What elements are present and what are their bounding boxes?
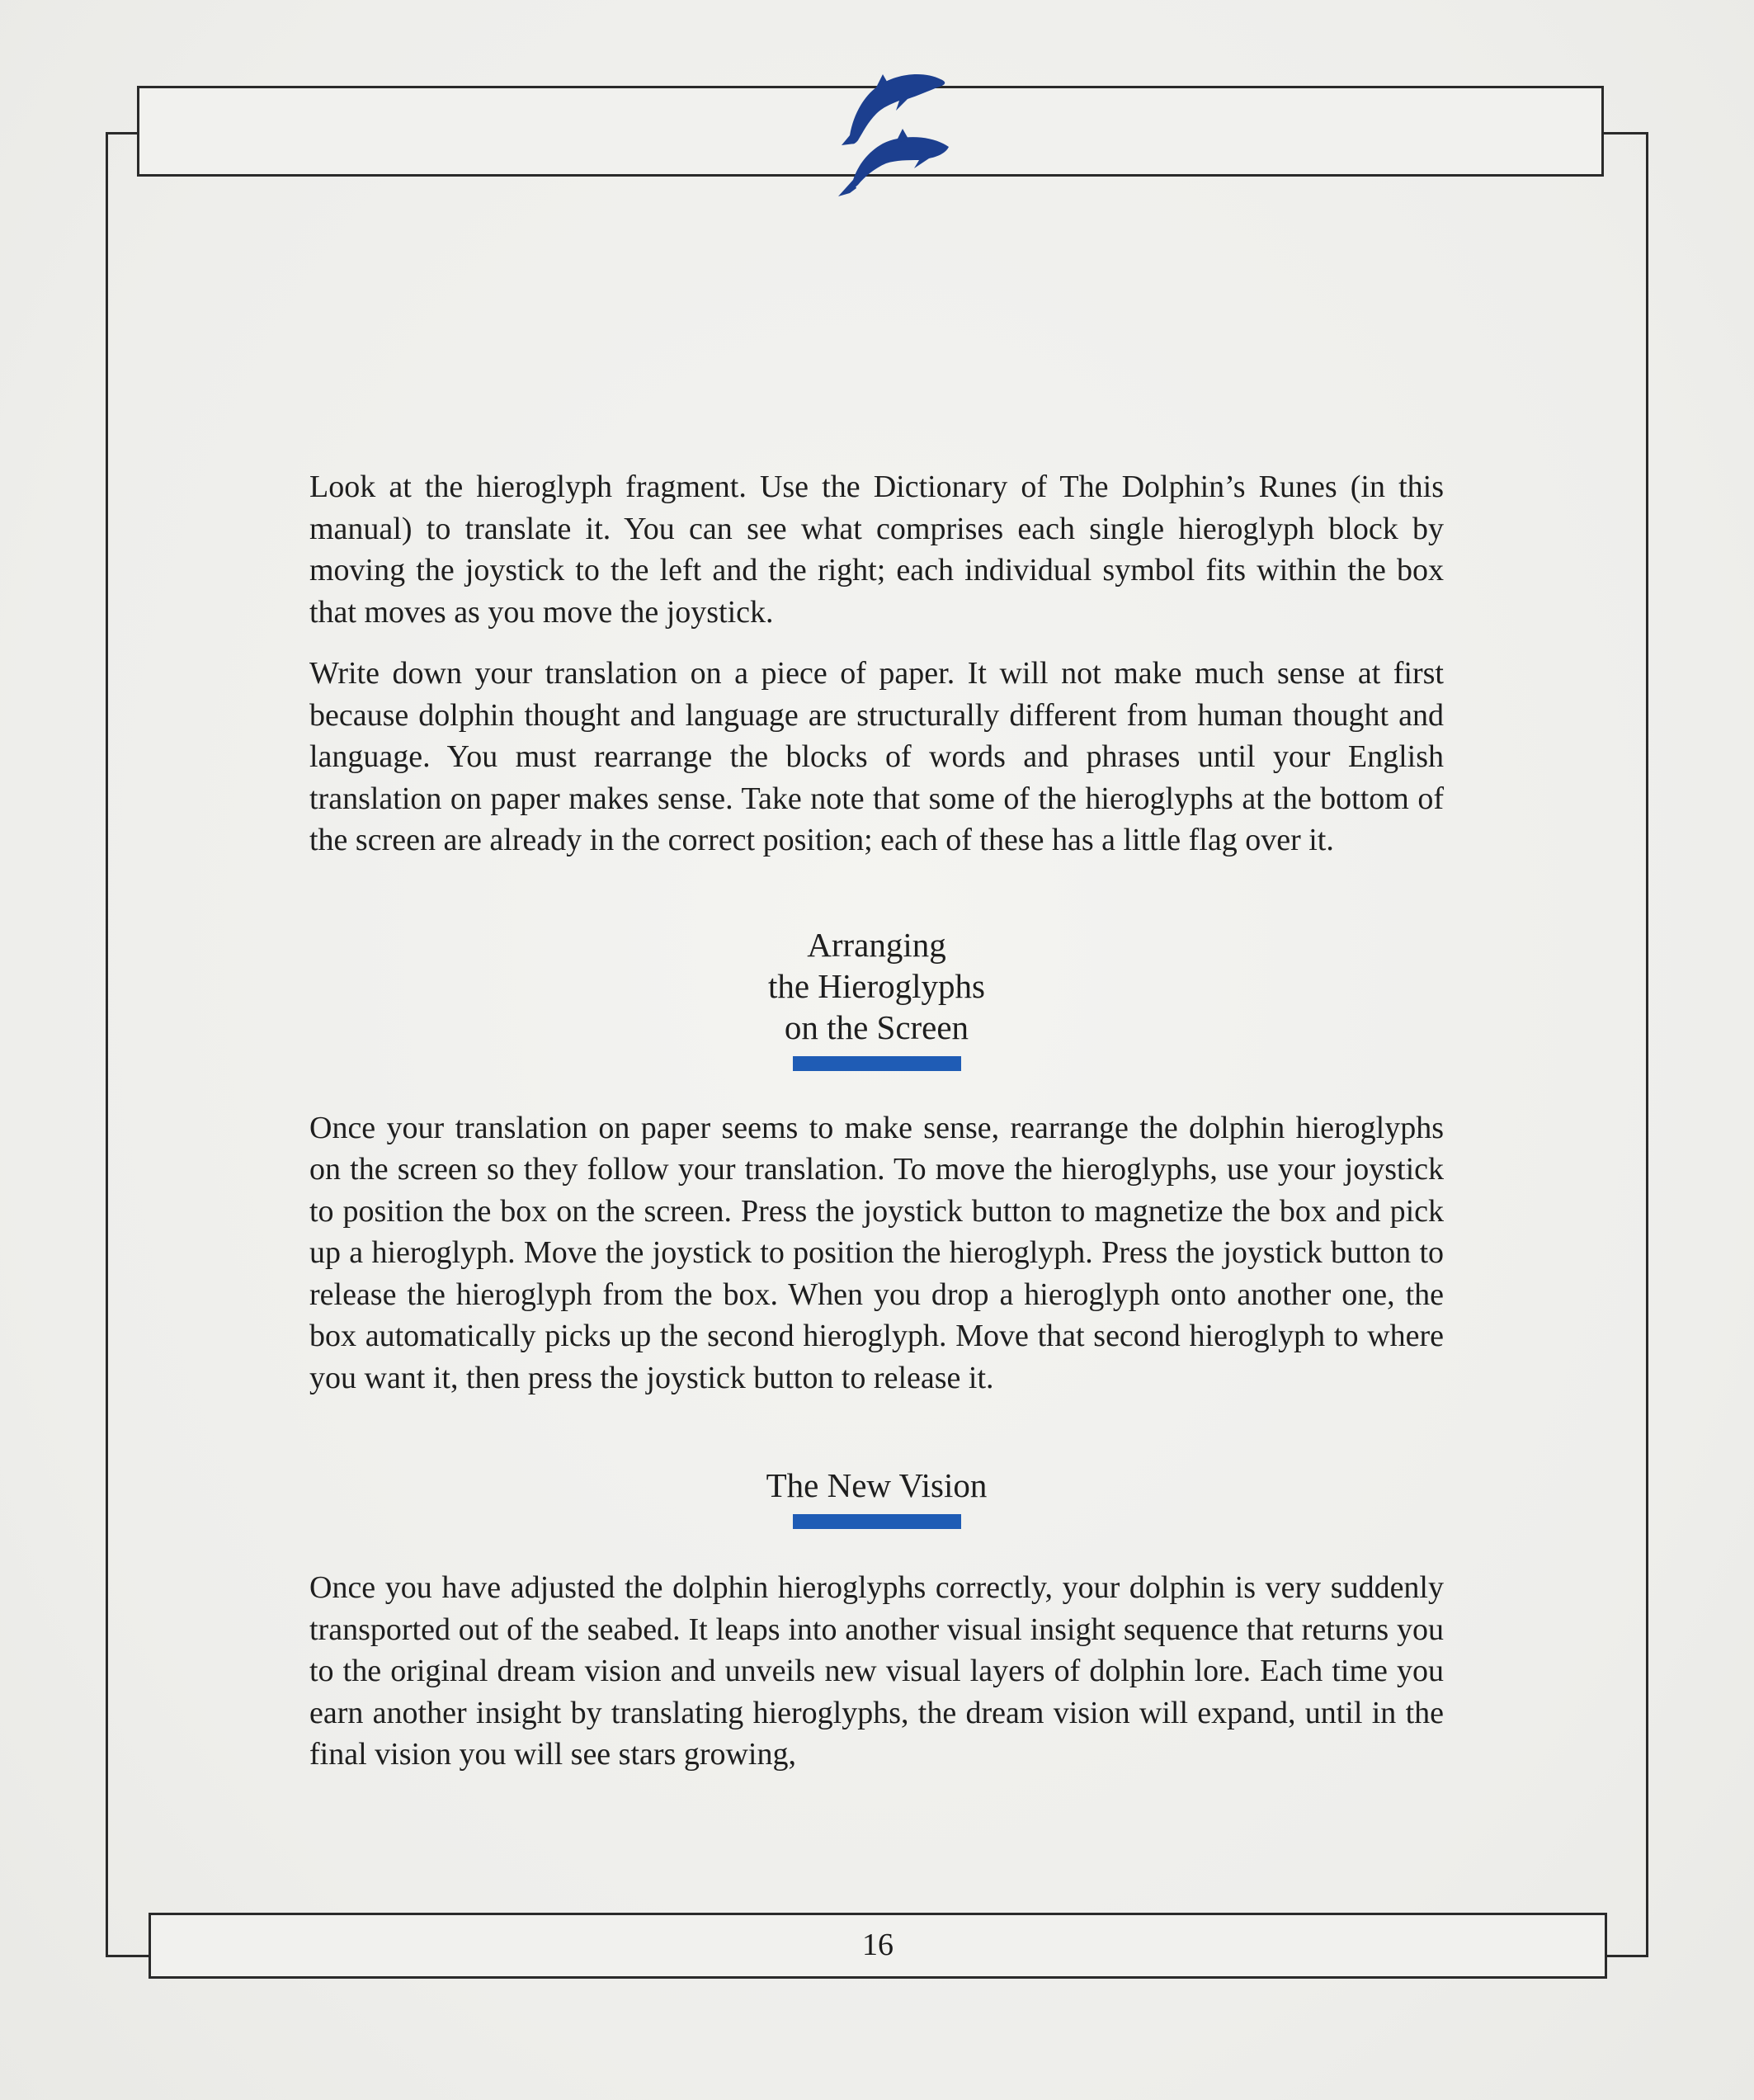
intro-paragraph-1: Look at the hieroglyph fragment. Use the Dictionary of The Dolphin’s Runes (in this manual) to translate it. You can see what comprises each single hieroglyph block by moving the joystick to the left and the right; each individual symbol fits within the box that moves as you move the joystick. bbox=[309, 470, 1444, 630]
heading-underline-bar bbox=[793, 1056, 961, 1071]
dolphins-icon bbox=[817, 64, 957, 201]
page-number: 16 bbox=[862, 1928, 894, 1962]
section-heading-new-vision bbox=[309, 1465, 1444, 1529]
footer-box bbox=[149, 1913, 1607, 1979]
arranging-paragraph: Once your translation on paper seems to make sense, rearrange the dolphin hieroglyphs on the screen so they follow your translation. To move the hieroglyphs, use your joystick to position the box on the screen. Press the joystick button to magnetize the box and pick up a hieroglyph. Move the joystick to position the hieroglyph. Press the joystick button to release the hieroglyph from the box. When you drop a hieroglyph onto another one, the box automatically picks up the second hieroglyph. Move that second hieroglyph to where you want it, then press the joystick button to release it. bbox=[309, 1110, 1444, 1395]
section-heading-arranging bbox=[309, 924, 1444, 1071]
heading-line: on the Screen bbox=[784, 1008, 969, 1046]
new-vision-paragraph: Once you have adjusted the dolphin hieroglyphs correctly, your dolphin is very suddenly transported out of the seabed. It leaps into another visual insight sequence that returns you to the original dream vision and unveils new visual layers of dolphin lore. Each time you earn another insight by translating hieroglyphs, the dream vision will expand, until in the final vision you will see stars growing, bbox=[309, 1570, 1444, 1772]
heading-line: Arranging bbox=[807, 925, 946, 964]
page-content bbox=[309, 466, 1444, 1776]
heading-line: the Hieroglyphs bbox=[767, 966, 986, 1005]
heading-underline-bar bbox=[793, 1514, 961, 1529]
intro-paragraph-2: Write down your translation on a piece of paper. It will not make much sense at first because dolphin thought and language are structurally different from human thought and language. You must rearrange the blocks of words and phrases until your English translation on paper makes sense. Take note that some of the hieroglyphs at the bottom of the screen are already in the correct position; each of these has a little flag over it. bbox=[309, 656, 1444, 857]
heading-line: The New Vision bbox=[766, 1466, 988, 1504]
